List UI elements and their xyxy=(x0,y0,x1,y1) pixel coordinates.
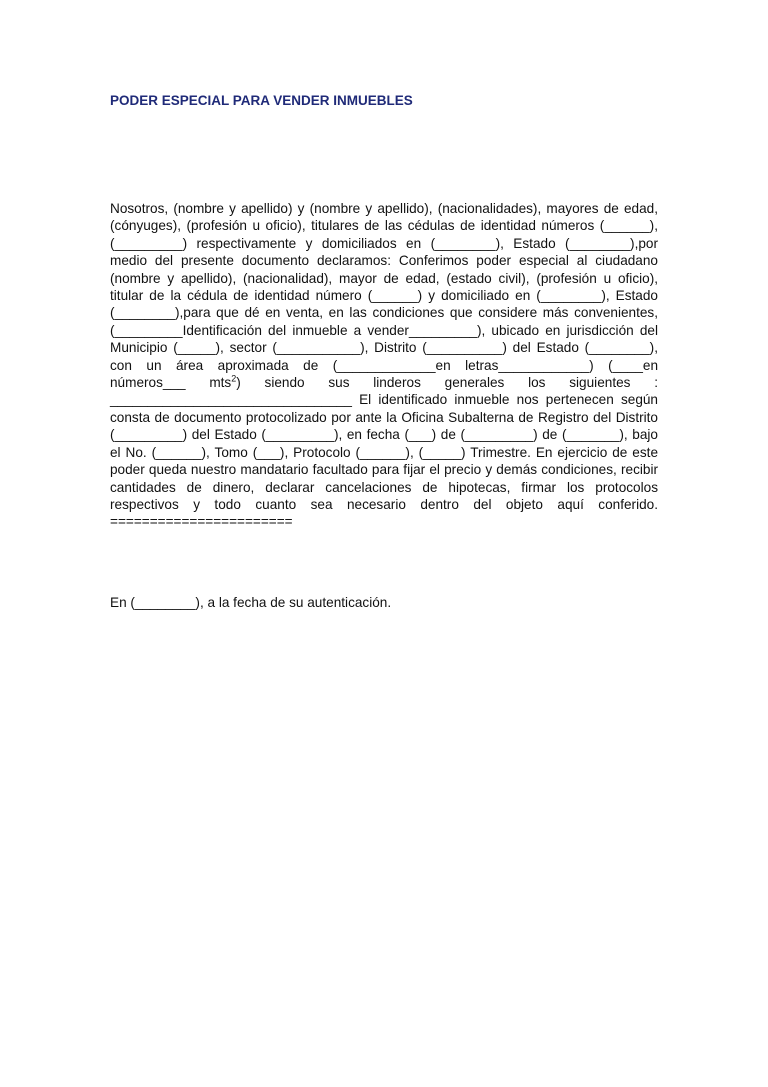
closing-line: En (________), a la fecha de su autenticación. xyxy=(110,595,392,610)
square-meter-superscript: 2 xyxy=(231,373,237,384)
document-title: PODER ESPECIAL PARA VENDER INMUEBLES xyxy=(110,93,413,108)
body-text-part-2: ) siendo sus linderos generales los siguientes : ________________________________ El identificado inmueble nos pertenecen según consta de documento protocolizado por ante la Oficina Subalterna de Registro del Distrito (_________) del Estado (_________), en fecha (___) de (_________) de (_______), bajo el No. (______), Tomo (___), Protocolo (______), (_____) Trimestre. En ejercicio de este poder queda nuestro mandatario facultado para fijar el precio y demás condiciones, recibir cantidades de dinero, declarar cancelaciones de hipotecas, firmar los protocolos respectivos y todo cuanto sea necesario dentro del objeto aquí conferido. ======================= xyxy=(110,375,658,530)
document-body xyxy=(110,200,658,531)
body-text-part-1: Nosotros, (nombre y apellido) y (nombre y apellido), (nacionalidades), mayores de edad, (cónyuges), (profesión u oficio), titulares de las cédulas de identidad números (______), (_________) respectivamente y domiciliados en (________), Estado (________),por medio del presente documento declaramos: Conferimos poder especial al ciudadano (nombre y apellido), (nacionalidad), mayor de edad, (estado civil), (profesión u oficio), titular de la cédula de identidad número (______) y domiciliado en (________), Estado (________),para que dé en venta, en las condiciones que considere más convenientes, (_________Identificación del inmueble a vender_________), ubicado en jurisdicción del Municipio (_____), sector (___________), Distrito (__________) del Estado (________), con un área aproximada de (_____________en letras____________) (____en números___ mts xyxy=(110,201,658,391)
